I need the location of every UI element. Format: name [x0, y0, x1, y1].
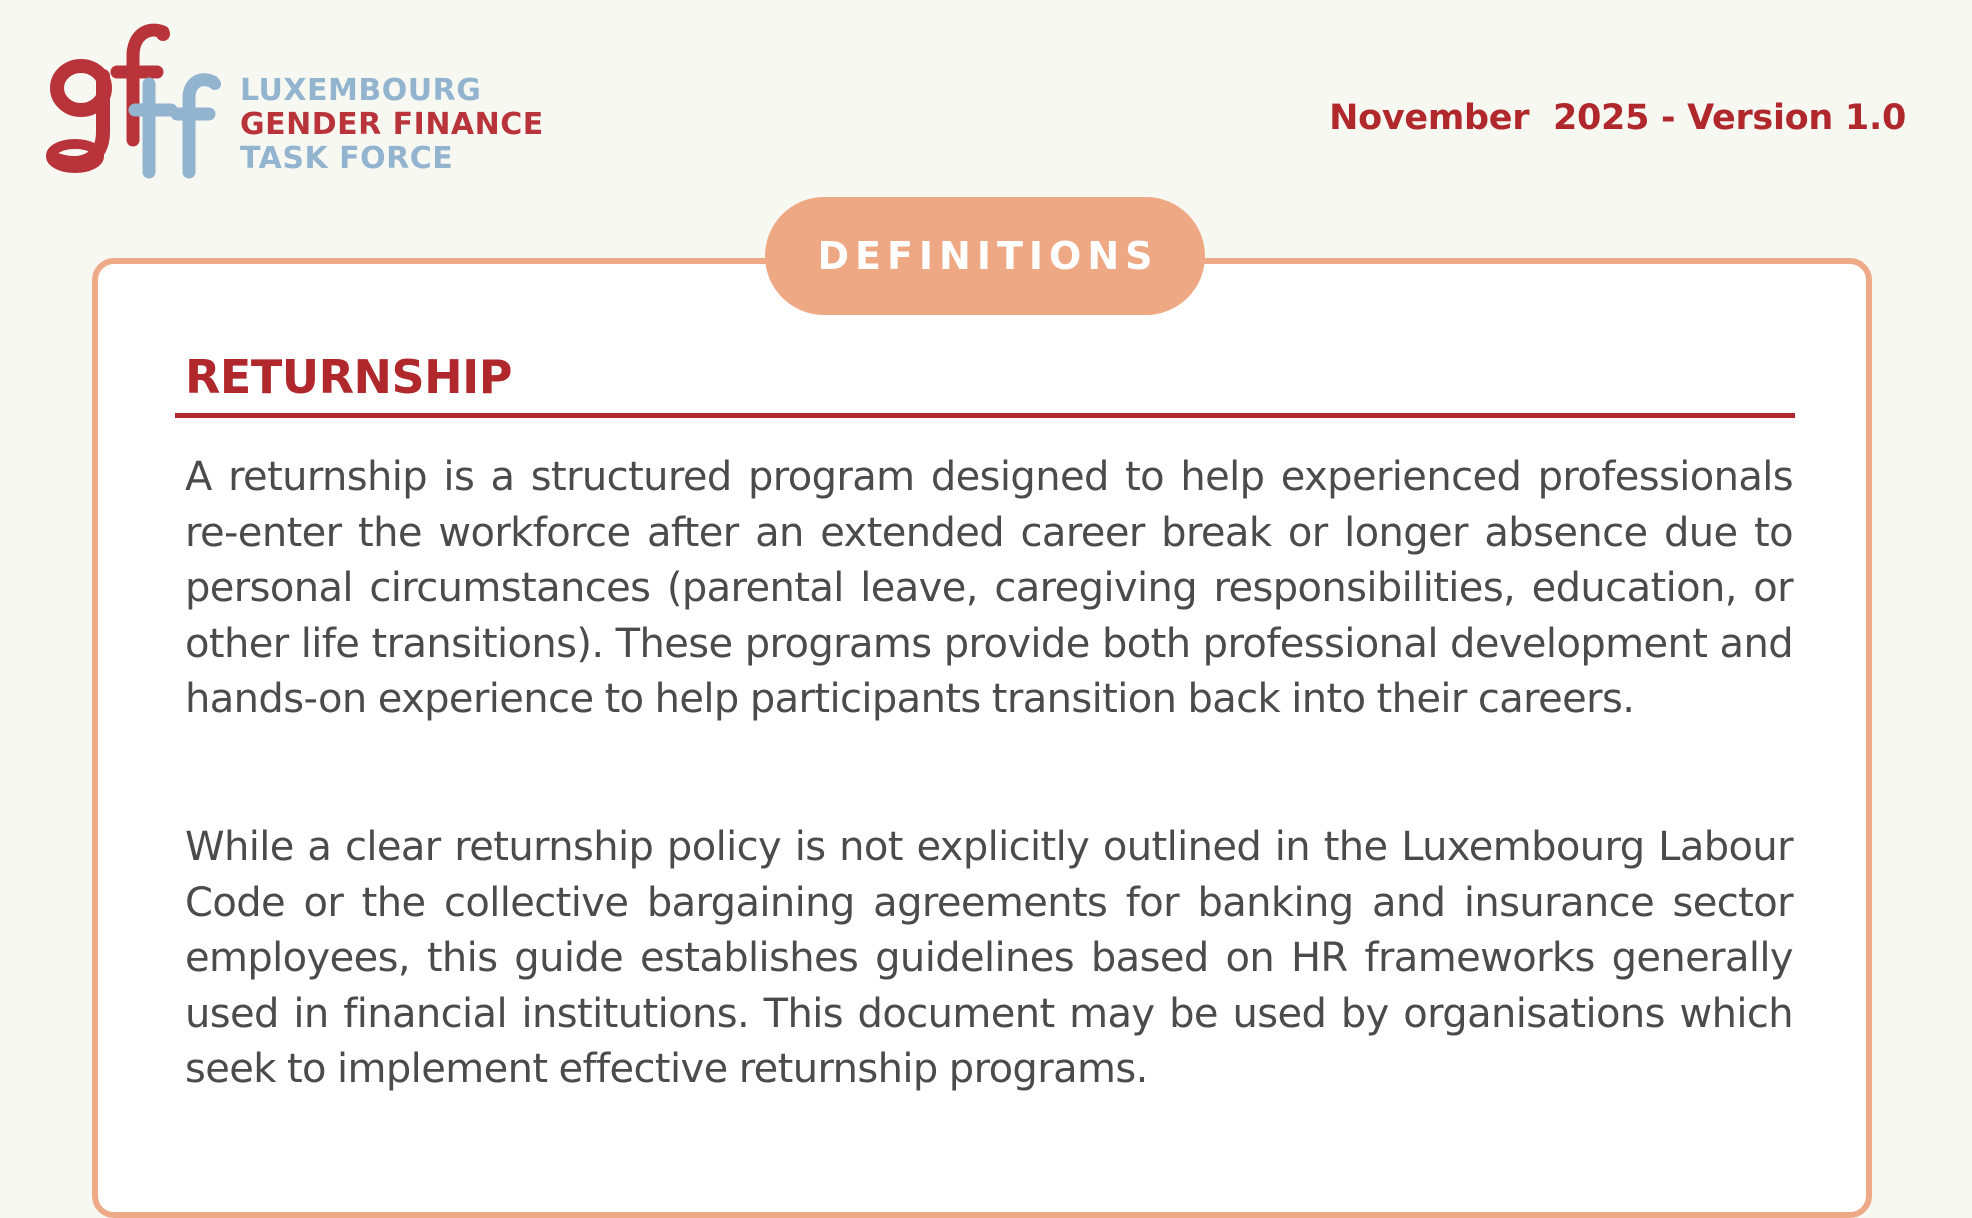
title-underline [175, 413, 1795, 418]
definition-paragraph: A returnship is a structured program designed to help experienced professionals re-enter the workforce after an extended career break or longer absence due to personal circumstances (parental leave, caregiving responsibilities, education, or other life transitions). These programs provide both professional development and hands-on experience to help participants transition back into their careers. [185, 454, 1793, 723]
section-title: RETURNSHIP [185, 350, 512, 404]
logo-line-gender-finance: GENDER FINANCE [240, 107, 544, 142]
logo-line-task-force: TASK FORCE [240, 141, 454, 176]
document-version: November 2025 - Version 1.0 [1329, 98, 1906, 138]
gftf-monogram [45, 22, 225, 182]
logo-wordmark [240, 74, 544, 176]
logo-line-luxembourg: LUXEMBOURG [240, 73, 482, 108]
context-paragraph: While a clear returnship policy is not explicitly outlined in the Luxembourg Labour Code or the collective bargaining agreements for banking and insurance sector employees, this guide establishes guidelines based on HR frameworks generally used in financial institutions. This document may be used by organisations which seek to implement effective returnship programs. [185, 824, 1793, 1093]
definitions-badge: DEFINITIONS [765, 197, 1205, 315]
gftf-logo [45, 22, 565, 182]
